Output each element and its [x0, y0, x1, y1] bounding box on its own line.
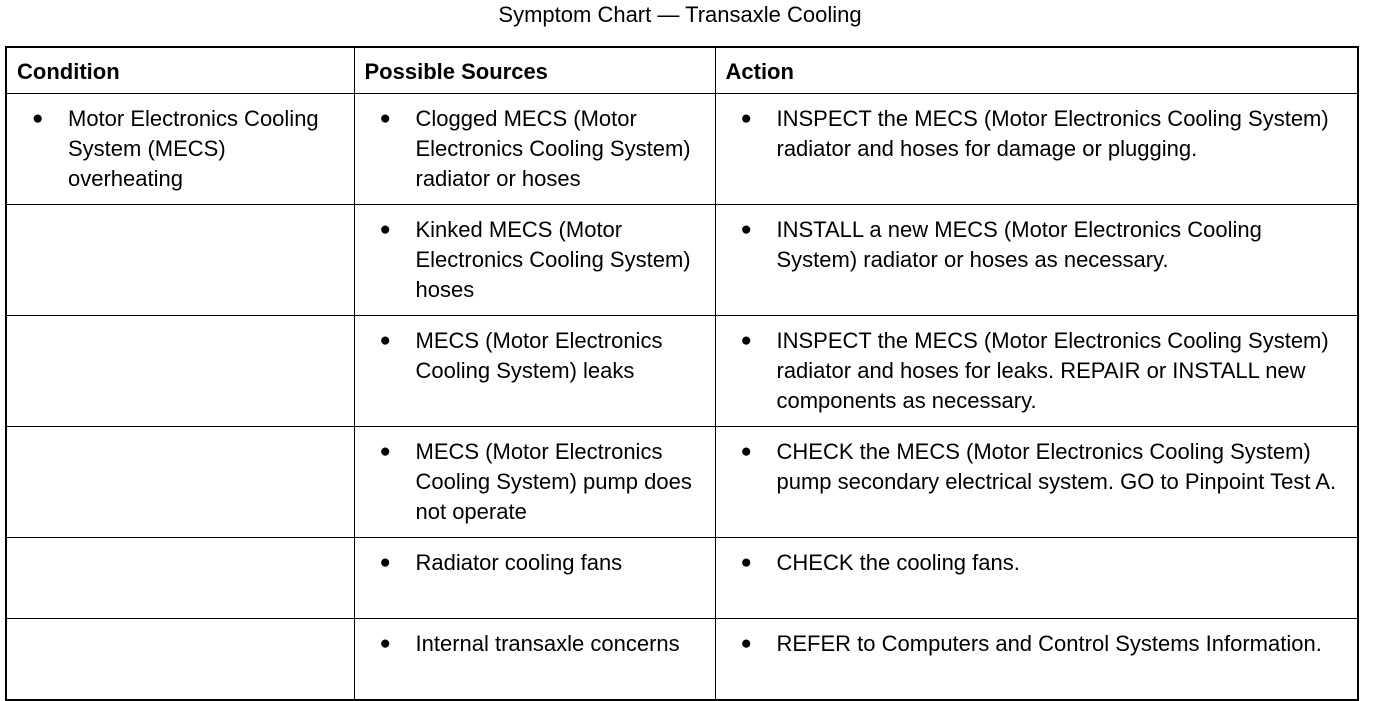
condition-text: Motor Electronics Cooling System (MECS) overheating: [68, 105, 319, 191]
table-row: [6, 93, 1358, 204]
bullet-icon: ●: [740, 107, 752, 129]
bullet-icon: ●: [740, 440, 752, 462]
bullet-icon: ●: [740, 218, 752, 240]
bullet-icon: ●: [379, 551, 391, 573]
source-cell: [354, 93, 715, 204]
bullet-icon: ●: [740, 632, 752, 654]
condition-cell: [6, 93, 354, 204]
header-action: Action: [715, 47, 1358, 93]
action-text: CHECK the MECS (Motor Electronics Cooling System) pump secondary electrical system. GO to Pinpoint Test A.: [776, 438, 1337, 494]
action-cell: [715, 426, 1358, 537]
action-cell: [715, 204, 1358, 315]
table-row: [6, 315, 1358, 426]
action-cell: [715, 537, 1358, 618]
source-cell: [354, 315, 715, 426]
condition-cell-empty: [6, 315, 354, 426]
action-cell: [715, 315, 1358, 426]
source-cell: [354, 537, 715, 618]
bullet-icon: ●: [740, 551, 752, 573]
source-text: Internal transaxle concerns: [415, 630, 680, 656]
condition-cell-empty: [6, 618, 354, 700]
bullet-icon: ●: [379, 218, 391, 240]
bullet-icon: ●: [379, 329, 391, 351]
chart-title: Symptom Chart — Transaxle Cooling: [498, 2, 862, 27]
table-row: [6, 204, 1358, 315]
header-possible-sources: Possible Sources: [354, 47, 715, 93]
condition-cell-empty: [6, 426, 354, 537]
source-text: Radiator cooling fans: [415, 549, 623, 575]
table-row: [6, 537, 1358, 618]
table-row: [6, 618, 1358, 700]
bullet-icon: ●: [32, 107, 44, 129]
source-cell: [354, 204, 715, 315]
condition-cell-empty: [6, 537, 354, 618]
action-text: INSPECT the MECS (Motor Electronics Cooling System) radiator and hoses for damage or plugging.: [776, 105, 1329, 161]
bullet-icon: ●: [379, 632, 391, 654]
action-cell: [715, 618, 1358, 700]
source-text: MECS (Motor Electronics Cooling System) leaks: [415, 327, 663, 383]
table-row: [6, 426, 1358, 537]
source-text: MECS (Motor Electronics Cooling System) pump does not operate: [415, 438, 692, 524]
source-text: Kinked MECS (Motor Electronics Cooling System) hoses: [415, 216, 691, 302]
condition-cell-empty: [6, 204, 354, 315]
action-text: INSTALL a new MECS (Motor Electronics Cooling System) radiator or hoses as necessary.: [776, 216, 1262, 272]
source-cell: [354, 426, 715, 537]
action-text: INSPECT the MECS (Motor Electronics Cooling System) radiator and hoses for leaks. REPAIR or INSTALL new components as necessary.: [776, 327, 1329, 413]
symptom-table: [5, 46, 1359, 701]
action-text: CHECK the cooling fans.: [776, 549, 1020, 575]
bullet-icon: ●: [740, 329, 752, 351]
action-cell: [715, 93, 1358, 204]
header-row: [6, 47, 1358, 93]
source-text: Clogged MECS (Motor Electronics Cooling System) radiator or hoses: [415, 105, 691, 191]
header-condition: Condition: [6, 47, 354, 93]
source-cell: [354, 618, 715, 700]
bullet-icon: ●: [379, 107, 391, 129]
action-text: REFER to Computers and Control Systems Information.: [776, 630, 1322, 656]
bullet-icon: ●: [379, 440, 391, 462]
